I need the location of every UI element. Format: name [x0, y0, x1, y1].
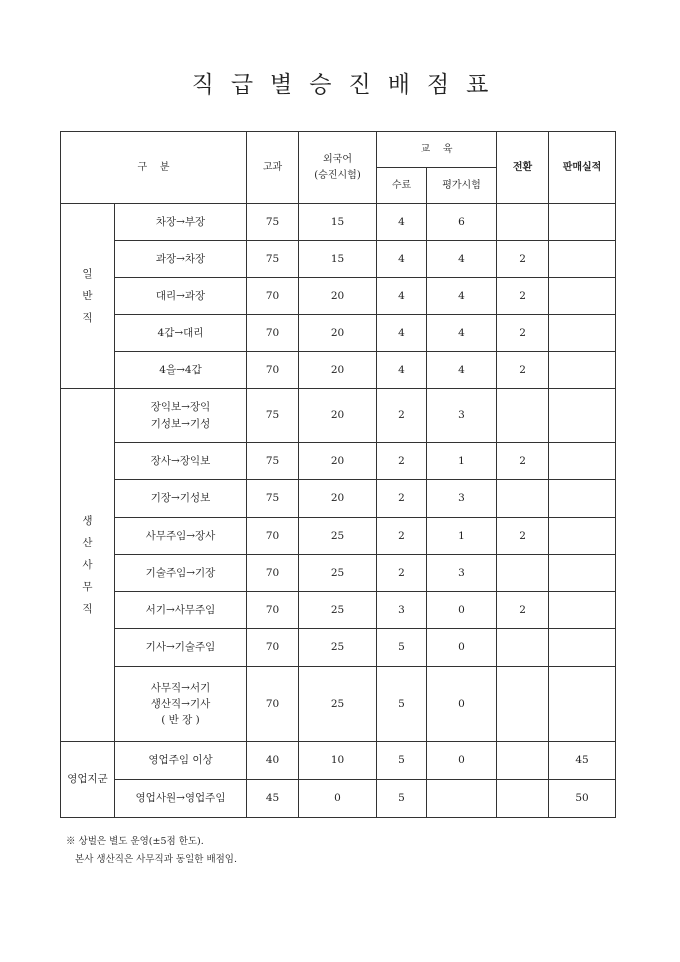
- promotion-path: [115, 278, 247, 315]
- cell-transfer: [497, 667, 549, 742]
- group-label: [61, 742, 115, 818]
- cell-completion: 2: [377, 389, 427, 443]
- cell-completion: 2: [377, 555, 427, 592]
- promotion-path: [115, 315, 247, 352]
- cell-language: 15: [299, 241, 377, 278]
- cell-transfer: 2: [497, 241, 549, 278]
- table-row: [61, 667, 616, 742]
- cell-sales: [549, 241, 616, 278]
- table-row: [61, 389, 616, 443]
- cell-transfer: 2: [497, 592, 549, 629]
- footnote: [66, 833, 237, 869]
- header-category: 구 분: [61, 132, 247, 204]
- group-label-line: 반: [82, 289, 93, 302]
- table-row: [61, 241, 616, 278]
- cell-completion: 4: [377, 204, 427, 241]
- cell-exam: 1: [427, 518, 497, 555]
- promotion-path-line: 장익보→장익: [150, 401, 211, 414]
- cell-transfer: [497, 629, 549, 667]
- footnote-line-2: 본사 생산직은 사무직과 동일한 배점임.: [66, 854, 237, 866]
- cell-sales: 50: [549, 780, 616, 818]
- promotion-path: [115, 204, 247, 241]
- cell-transfer: 2: [497, 315, 549, 352]
- cell-sales: [549, 629, 616, 667]
- cell-language: 25: [299, 555, 377, 592]
- table-row: [61, 315, 616, 352]
- cell-sales: [549, 352, 616, 389]
- group-label-line: 직: [82, 312, 93, 325]
- cell-exam: 4: [427, 315, 497, 352]
- group-label-line: 무: [82, 581, 93, 594]
- cell-score: 75: [247, 241, 299, 278]
- table-row: [61, 592, 616, 629]
- table-row: [61, 352, 616, 389]
- promotion-path: [115, 352, 247, 389]
- header-evaluation-exam: 평가시험: [427, 168, 497, 204]
- cell-completion: 4: [377, 315, 427, 352]
- cell-score: 75: [247, 480, 299, 518]
- cell-completion: 3: [377, 592, 427, 629]
- cell-completion: 4: [377, 278, 427, 315]
- cell-completion: 2: [377, 518, 427, 555]
- cell-language: 25: [299, 518, 377, 555]
- cell-exam: 0: [427, 629, 497, 667]
- cell-score: 70: [247, 592, 299, 629]
- promotion-path: [115, 667, 247, 742]
- promotion-score-table: [60, 131, 616, 818]
- cell-language: 20: [299, 315, 377, 352]
- group-label: [61, 389, 115, 742]
- promotion-path: [115, 518, 247, 555]
- promotion-path: [115, 742, 247, 780]
- cell-sales: [549, 480, 616, 518]
- cell-completion: 5: [377, 667, 427, 742]
- cell-sales: 45: [549, 742, 616, 780]
- promotion-path-line: 영업주임 이상: [148, 754, 213, 767]
- promotion-path: [115, 389, 247, 443]
- cell-exam: 3: [427, 389, 497, 443]
- header-score: 고과: [247, 132, 299, 204]
- cell-sales: [549, 278, 616, 315]
- promotion-path-line: 사무주임→장사: [145, 529, 216, 542]
- cell-exam: 4: [427, 241, 497, 278]
- cell-sales: [549, 592, 616, 629]
- cell-sales: [549, 204, 616, 241]
- table-row: [61, 742, 616, 780]
- cell-score: 75: [247, 443, 299, 480]
- cell-completion: 2: [377, 480, 427, 518]
- cell-exam: 3: [427, 555, 497, 592]
- cell-language: 0: [299, 780, 377, 818]
- cell-score: 70: [247, 667, 299, 742]
- table-row: [61, 555, 616, 592]
- cell-language: 25: [299, 629, 377, 667]
- cell-language: 20: [299, 480, 377, 518]
- promotion-path-line: ( 반 장 ): [161, 714, 200, 727]
- cell-sales: [549, 443, 616, 480]
- promotion-path-line: 장사→장익보: [150, 454, 211, 467]
- cell-exam: 6: [427, 204, 497, 241]
- cell-sales: [549, 389, 616, 443]
- group-label-line: 생: [82, 514, 93, 527]
- cell-exam: 4: [427, 352, 497, 389]
- cell-transfer: [497, 204, 549, 241]
- cell-completion: 5: [377, 780, 427, 818]
- group-label: [61, 204, 115, 389]
- promotion-path: [115, 629, 247, 667]
- cell-score: 75: [247, 389, 299, 443]
- cell-language: 20: [299, 352, 377, 389]
- cell-transfer: [497, 555, 549, 592]
- cell-score: 40: [247, 742, 299, 780]
- cell-completion: 5: [377, 742, 427, 780]
- cell-sales: [549, 667, 616, 742]
- cell-exam: 0: [427, 742, 497, 780]
- header-language-line2: (승진시험): [314, 169, 361, 181]
- promotion-path-line: 기술주임→기장: [145, 566, 216, 579]
- cell-transfer: [497, 742, 549, 780]
- promotion-path: [115, 592, 247, 629]
- table-row: [61, 518, 616, 555]
- cell-exam: 4: [427, 278, 497, 315]
- table-row: [61, 780, 616, 818]
- promotion-path-line: 기사→기술주임: [145, 641, 216, 654]
- cell-exam: 0: [427, 667, 497, 742]
- cell-transfer: 2: [497, 352, 549, 389]
- cell-completion: 2: [377, 443, 427, 480]
- cell-transfer: [497, 480, 549, 518]
- cell-score: 70: [247, 518, 299, 555]
- cell-language: 15: [299, 204, 377, 241]
- group-label-line: 직: [82, 603, 93, 616]
- cell-language: 20: [299, 443, 377, 480]
- cell-sales: [549, 555, 616, 592]
- cell-transfer: [497, 389, 549, 443]
- table-row: [61, 629, 616, 667]
- cell-exam: 3: [427, 480, 497, 518]
- cell-transfer: 2: [497, 518, 549, 555]
- cell-language: 25: [299, 667, 377, 742]
- cell-score: 70: [247, 629, 299, 667]
- cell-completion: 4: [377, 352, 427, 389]
- promotion-path: [115, 241, 247, 278]
- cell-sales: [549, 315, 616, 352]
- cell-language: 10: [299, 742, 377, 780]
- header-completion: 수료: [377, 168, 427, 204]
- header-transfer: 전환: [497, 132, 549, 204]
- promotion-path: [115, 555, 247, 592]
- cell-exam: [427, 780, 497, 818]
- cell-score: 70: [247, 555, 299, 592]
- promotion-path-line: 대리→과장: [155, 289, 206, 302]
- cell-completion: 4: [377, 241, 427, 278]
- cell-exam: 0: [427, 592, 497, 629]
- cell-score: 70: [247, 278, 299, 315]
- cell-transfer: 2: [497, 278, 549, 315]
- cell-completion: 5: [377, 629, 427, 667]
- cell-transfer: 2: [497, 443, 549, 480]
- header-language-line1: 외국어: [323, 154, 352, 165]
- cell-score: 45: [247, 780, 299, 818]
- table-row: [61, 480, 616, 518]
- cell-transfer: [497, 780, 549, 818]
- cell-language: 25: [299, 592, 377, 629]
- promotion-path: [115, 480, 247, 518]
- header-language: [299, 132, 377, 204]
- cell-sales: [549, 518, 616, 555]
- group-label-line: 사: [82, 558, 93, 571]
- cell-score: 75: [247, 204, 299, 241]
- header-education: 교 육: [377, 132, 497, 168]
- cell-language: 20: [299, 278, 377, 315]
- group-label-line: 일: [82, 267, 93, 280]
- table-row: [61, 278, 616, 315]
- group-label-line: 영업지군: [67, 773, 108, 786]
- promotion-path: [115, 780, 247, 818]
- promotion-path-line: 4갑→대리: [157, 326, 204, 339]
- promotion-path-line: 사무직→서기: [150, 681, 211, 694]
- promotion-path-line: 차장→부장: [155, 215, 206, 228]
- footnote-line-1: ※ 상벌은 별도 운영(±5점 한도).: [66, 836, 204, 847]
- promotion-path-line: 생산직→기사: [150, 697, 211, 710]
- page-title: 직급별승진배점표: [191, 72, 506, 98]
- promotion-path: [115, 443, 247, 480]
- cell-language: 20: [299, 389, 377, 443]
- promotion-path-line: 4을→4갑: [159, 363, 202, 376]
- cell-score: 70: [247, 352, 299, 389]
- cell-score: 70: [247, 315, 299, 352]
- promotion-path-line: 기장→기성보: [150, 492, 211, 505]
- table-row: [61, 443, 616, 480]
- cell-exam: 1: [427, 443, 497, 480]
- promotion-path-line: 영업사원→영업주임: [135, 792, 226, 805]
- promotion-path-line: 과장→차장: [155, 252, 206, 265]
- promotion-path-line: 서기→사무주임: [145, 603, 216, 616]
- group-label-line: 산: [82, 536, 93, 549]
- header-sales: 판매실적: [549, 132, 616, 204]
- table-row: [61, 204, 616, 241]
- promotion-path-line: 기성보→기성: [150, 417, 211, 430]
